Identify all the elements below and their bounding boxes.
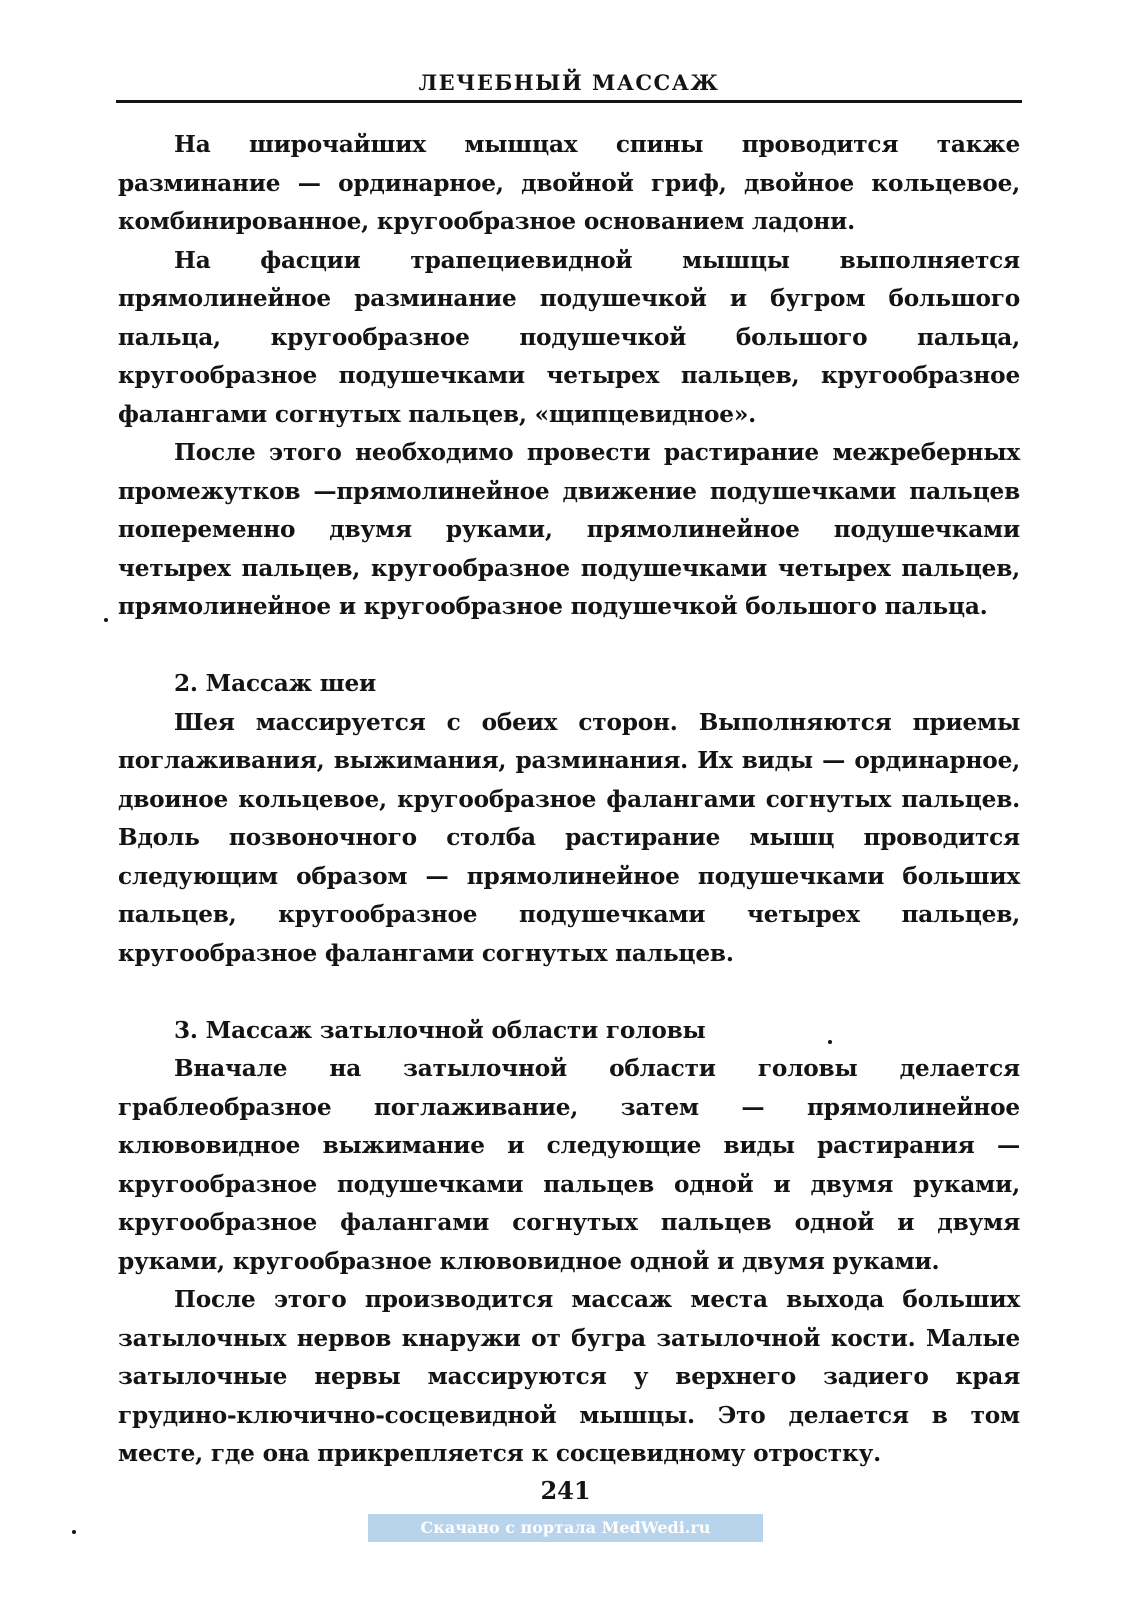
- page-body: [118, 126, 1020, 1474]
- paragraph: Вначале на затылочной области головы делается граблеобразное поглаживание, затем — прямолинейное клювовидное выжимание и следующие виды растирания — кругообразное подушечками пальцев одной и двумя руками, кругообразное фалангами согнутых пальцев одной и двумя руками, кругообразное клювовидное одной и двумя руками.: [118, 1055, 1020, 1275]
- paragraph: На фасции трапециевидной мышцы выполняется прямолинейное разминание подушечкой и бугром большого пальца, кругообразное подушечкой большого пальца, кругообразное подушечками четырех пальцев, кругообразное фалангами согнутых пальцев, «щипцевидное».: [118, 246, 1020, 428]
- watermark-banner[interactable]: Скачано с портала MedWedi.ru: [368, 1514, 763, 1542]
- section-gap: [118, 973, 1020, 1012]
- scan-speck: [72, 1530, 76, 1534]
- section-heading: 2. Массаж шеи: [174, 670, 376, 697]
- scan-speck: [828, 1040, 832, 1044]
- running-header: ЛЕЧЕБНЫЙ МАССАЖ: [418, 70, 720, 95]
- section-gap: [118, 627, 1020, 666]
- header-rule: [116, 100, 1022, 103]
- section-heading: 3. Массаж затылочной области головы: [174, 1016, 706, 1044]
- paragraph: Шея массируется с обеих сторон. Выполняются приемы поглаживания, выжимания, разминания. Их виды — ординарное, двоиное кольцевое, кругообразное фалангами согнутых пальцев. Вдоль позвоночного столба растирание мышц проводится следующим образом — прямолинейное подушечками больших пальцев, кругообразное подушечками четырех пальцев, кругообразное фалангами согнутых пальцев.: [118, 708, 1020, 967]
- scan-speck: [104, 618, 108, 622]
- paragraph: После этого производится массаж места выхода больших затылочных нервов кнаружи от бугра затылочной кости. Малые затылочные нервы массируются у верхнего задиего края грудино-ключично-сосцевидной мышцы. Это делается в том месте, где она прикрепляется к сосцевидному отростку.: [118, 1286, 1020, 1467]
- paragraph: После этого необходимо провести растирание межреберных промежутков —прямолинейное движение подушечками пальцев попеременно двумя руками, прямолинейное подушечками четырех пальцев, кругообразное подушечками четырех пальцев, прямолинейное и кругообразное подушечкой большого пальца.: [118, 439, 1020, 620]
- page-number: 241: [540, 1476, 591, 1505]
- paragraph: На широчайших мышцах спины проводится также разминание — ординарное, двойной гриф, двойное кольцевое, комбинированное, кругообразное основанием ладони.: [118, 131, 1020, 235]
